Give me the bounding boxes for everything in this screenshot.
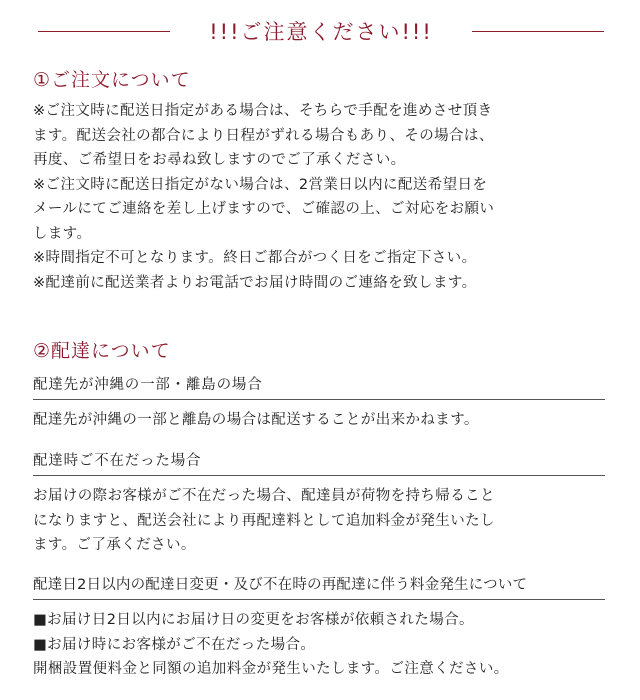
absence-note-line: お届けの際お客様がご不在だった場合、配達員が荷物を持ち帰ること	[33, 488, 495, 504]
section-heading-order: ①ご注文について	[33, 69, 191, 91]
fee-note-line: 開梱設置便料金と同額の追加料金が発生いたします。ご注意ください。	[33, 661, 509, 677]
fee-note-line: ■お届け日2日以内にお届け日の変更をお客様が依頼された場合。	[33, 612, 474, 628]
order-note-line: ※配達前に配送業者よりお電話でお届け時間のご連絡を致します。	[33, 274, 477, 291]
title-rule-left	[38, 31, 170, 32]
absence-note-line: ます。ご了承ください。	[33, 537, 196, 553]
section-heading-delivery: ②配達について	[33, 340, 171, 362]
order-note-line: ※ご注文時に配送日指定がない場合は、2営業日以内に配送希望日を	[33, 176, 488, 193]
fee-notes	[33, 608, 613, 682]
order-note-line: ※時間指定不可となります。終日ご都合がつく日をご指定下さい。	[33, 250, 477, 266]
title-rule-right	[472, 31, 604, 32]
order-note-line: します。	[33, 225, 92, 242]
order-note-line: メールにてご連絡を差し上げますので、ご確認の上、ご対応をお願い	[33, 201, 495, 217]
okinawa-note-line: 配達先が沖縄の一部と離島の場合は配送することが出来かねます。	[33, 412, 479, 428]
subheading-okinawa: 配達先が沖縄の一部・離島の場合	[33, 374, 605, 400]
subheading-fee: 配達日2日以内の配達日変更・及び不在時の再配達に伴う料金発生について	[33, 574, 605, 600]
order-note-line: ます。配送会社の都合により日程がずれる場合もあり、その場合は、	[33, 127, 494, 144]
order-notes	[33, 99, 613, 295]
order-note-line: ※ご注文時に配送日指定がある場合は、そちらで手配を進めさせ頂き	[33, 103, 493, 119]
absence-note-line: になりますと、配送会社により再配達料として追加料金が発生いたし	[33, 512, 495, 529]
fee-note-line: ■お届け時にお客様がご不在だった場合。	[33, 636, 316, 653]
subheading-absence: 配達時ご不在だった場合	[33, 450, 605, 476]
okinawa-notes	[33, 408, 613, 433]
absence-notes	[33, 484, 613, 558]
title-row	[0, 17, 640, 47]
page-title: !!!ご注意ください!!!	[209, 20, 433, 44]
order-note-line: 再度、ご希望日をお尋ね致しますのでご了承ください。	[33, 152, 406, 168]
